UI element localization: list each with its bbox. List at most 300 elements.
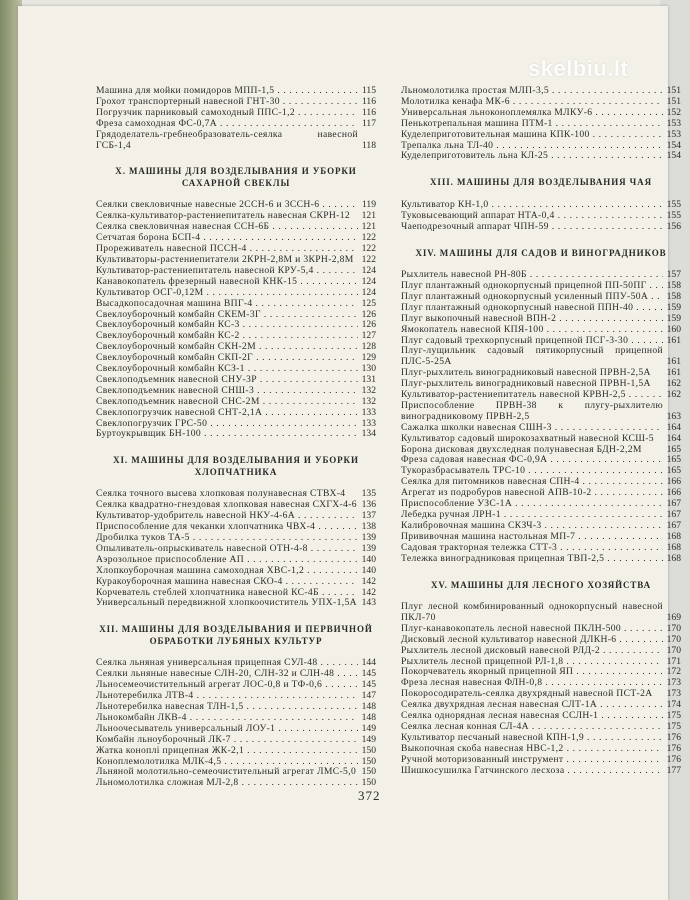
toc-entry-title: Ямокопатель навесной КПЯ-100 . . . [401, 325, 663, 336]
toc-entry-title: Культиватор-растениепитатель навесной КРВН-2,5 . . . [401, 390, 663, 401]
toc-entry-title: Куракоуборочная машина навесная СКО-4 . . . [96, 577, 358, 588]
toc-entry-title: Культиватор садовый широкозахватный навесной КСШ-5 [401, 433, 654, 444]
toc-entry-title: Льномолотилка простая МЛП-3,5 . . . [401, 86, 663, 97]
toc-entry-page: 138 [361, 521, 376, 533]
toc-entry-title: Покорчеватель якорный прицепной ЯП . . . [401, 667, 663, 678]
toc-entry-title: Плуг плантажный однокорпусный навесной ППН-40 . . . [401, 303, 663, 314]
toc-entry-page: 171 [666, 655, 681, 667]
toc-entry-title: Льносемеочистительный агрегат ЛОС-0,8 и ТФ-0,6 . . . [96, 680, 358, 691]
toc-entry-title: Сеялки льняные навесные СЛН-20, СЛН-32 и СЛН-48 . . . [96, 669, 358, 680]
toc-entry [96, 658, 376, 669]
toc-entry-page: 127 [361, 330, 376, 342]
toc-entry-title: Дробилка туков ТА-5 . . . [96, 533, 358, 544]
toc-entry [96, 386, 376, 397]
toc-entry-page: 161 [666, 334, 681, 346]
toc-entry-title: Свеклоподъемник навесной СНШ-3 . . . [96, 386, 358, 397]
toc-entry-page: 161 [666, 356, 681, 368]
toc-entry [96, 255, 376, 266]
toc-entry [96, 680, 376, 691]
toc-entry [96, 577, 376, 588]
toc-entry [96, 533, 376, 544]
toc-entry-page: 173 [666, 677, 681, 689]
toc-entry [96, 320, 376, 331]
toc-entry-page: 154 [666, 150, 681, 162]
toc-entry-page: 167 [666, 519, 681, 531]
toc-entry [96, 522, 376, 533]
section-heading [401, 580, 681, 592]
toc-entry-page: 165 [666, 443, 681, 455]
toc-entry-page: 115 [361, 85, 376, 96]
toc-entry-title: Прореживатель навесной ПССН-4 . . . [96, 244, 358, 255]
toc-entry-title: Сажалка школки навесная СШН-3 . . . [401, 423, 663, 434]
toc-entry [401, 499, 681, 510]
toc-entry-title: Льноочесыватель универсальный ЛОУ-1 . . . [96, 724, 358, 735]
toc-entry-title: Куделеприготовительная машина КПК-100 . . . [401, 130, 663, 141]
toc-entry [401, 346, 681, 368]
toc-entry [401, 624, 681, 635]
toc-entry-page: 164 [666, 432, 681, 444]
toc-entry [401, 368, 681, 379]
toc-entry-page: 161 [666, 367, 681, 379]
toc-entry-title: Плуг-рыхлитель виноградниковый навесной ПРВН-1,5А [401, 379, 651, 390]
toc-entry-page: 149 [361, 733, 376, 745]
toc-entry-page: 132 [361, 395, 376, 407]
toc-entry [401, 466, 681, 477]
toc-entry-title: Сеялка однорядная лесная навесная ССЛН-1 . . . [401, 711, 663, 722]
toc-entry [96, 353, 376, 364]
toc-entry [401, 200, 681, 211]
toc-entry-page: 121 [361, 221, 376, 233]
toc-entry-page: 122 [361, 232, 376, 244]
toc-entry-page: 128 [361, 341, 376, 353]
toc-entry [96, 277, 376, 288]
toc-entry-page: 173 [666, 688, 681, 700]
toc-entry-title: Сеялка лесная конная СЛ-4А . . . [401, 722, 663, 733]
toc-entry [401, 281, 681, 292]
toc-entry [401, 270, 681, 281]
toc-entry [401, 667, 681, 678]
toc-entry [96, 598, 376, 609]
toc-entry-title: Сетчатая борона БСП-4 . . . [96, 233, 358, 244]
toc-entry-title: Пенькотрепальная машина ПТМ-1 . . . [401, 119, 663, 130]
toc-entry-title: Льномолотилка сложная МЛ-2,8 . . . [96, 778, 358, 789]
toc-entry [96, 288, 376, 299]
toc-entry-page: 132 [361, 384, 376, 396]
toc-entry-page: 170 [666, 633, 681, 645]
toc-entry-page: 140 [361, 564, 376, 576]
toc-entry-page: 168 [666, 530, 681, 542]
toc-entry-page: 154 [666, 139, 681, 151]
toc-entry-title: Рыхлитель лесной прицепной РЛ-1,8 . . . [401, 657, 663, 668]
toc-entry-title: Льнотеребилка навесная ТЛН-1,5 . . . [96, 702, 358, 713]
section-heading-line: XIV. МАШИНЫ ДЛЯ САДОВ И ВИНОГРАДНИКОВ [415, 247, 667, 258]
toc-entry-page: 148 [361, 700, 376, 712]
toc-entry [96, 544, 376, 555]
toc-entry-page: 160 [666, 323, 681, 335]
toc-entry-page: 140 [361, 553, 376, 565]
toc-entry [96, 375, 376, 386]
toc-entry [96, 757, 376, 768]
toc-entry-title: Куделеприготовитель льна КЛ-25 . . . [401, 151, 663, 162]
toc-entry-page: 124 [361, 264, 376, 276]
toc-entry-title: Плуг-лущильник садовый пятикорпусный прицепной ПЛС-5-25А [401, 346, 663, 368]
toc-entry-page: 119 [361, 199, 376, 211]
toc-entry-title: Сеялка для питомников навесная СПН-4 . . . [401, 477, 663, 488]
toc-entry-title: Чаеподрезочный аппарат ЧПН-59 . . . [401, 222, 663, 233]
toc-entry-title: Сеялки свекловичные навесные 2ССН-6 и 3ССН-6 . . . [96, 200, 358, 211]
toc-entry [401, 292, 681, 303]
toc-entry [96, 555, 376, 566]
toc-entry-page: 124 [361, 286, 376, 298]
toc-entry-page: 165 [666, 454, 681, 466]
toc-entry-title: Свеклоуборочный комбайн КСЗ-1 . . . [96, 364, 358, 375]
toc-entry-title: Льнокомбайн ЛКВ-4 . . . [96, 713, 358, 724]
toc-entry [96, 408, 376, 419]
toc-entry-page: 153 [666, 128, 681, 140]
toc-entry-page: 172 [666, 666, 681, 678]
toc-entry-title: Свеклоуборочный комбайн КС-2 . . . [96, 331, 358, 342]
toc-entry-page: 122 [361, 243, 376, 255]
toc-entry-title: Буртоукрывщик БН-100 . . . [96, 429, 358, 440]
toc-entry [401, 602, 681, 624]
toc-entry-title: Свеклоподъемник навесной СНС-2М . . . [96, 397, 358, 408]
toc-entry [96, 244, 376, 255]
toc-entry-title: Калибровочная машина СКЗЧ-3 . . . [401, 521, 663, 532]
page-number: 372 [358, 788, 381, 803]
toc-entry-title: Приспособление УЗС-1А . . . [401, 499, 663, 510]
toc-entry [96, 119, 376, 130]
section-heading-line: XI. МАШИНЫ ДЛЯ ВОЗДЕЛЫВАНИЯ И УБОРКИ [113, 455, 359, 466]
toc-entry-page: 153 [666, 117, 681, 129]
toc-entry-title: Покоросодиратель-сеялка двухрядный навесной ПСТ-2А [401, 689, 653, 700]
toc-entry-page: 158 [666, 290, 681, 302]
toc-entry [96, 266, 376, 277]
toc-entry-page: 157 [666, 269, 681, 281]
toc-entry-title: Свеклоуборочный комбайн СКН-2М . . . [96, 342, 358, 353]
toc-entry [96, 713, 376, 724]
toc-entry-page: 150 [361, 744, 376, 756]
toc-entry [96, 222, 376, 233]
toc-entry [401, 445, 681, 456]
toc-entry [96, 108, 376, 119]
toc-entry-page: 145 [361, 668, 376, 680]
toc-entry [96, 746, 376, 757]
toc-entry-page: 149 [361, 722, 376, 734]
toc-entry [401, 455, 681, 466]
toc-entry [96, 511, 376, 522]
toc-entry [96, 489, 376, 500]
section-heading [401, 248, 681, 260]
toc-entry-page: 174 [666, 699, 681, 711]
toc-entry-page: 150 [361, 755, 376, 767]
toc-entry [96, 429, 376, 440]
toc-entry [96, 397, 376, 408]
toc-entry-title: Погрузчик парниковый самоходный ППС-1,2 . . . [96, 108, 358, 119]
toc-entry-page: 163 [666, 410, 681, 422]
watermark: skelbiu.lt [528, 56, 629, 81]
section-heading [96, 624, 376, 647]
toc-entry [401, 646, 681, 657]
toc-entry-title: Лебедка ручная ЛРН-1 . . . [401, 510, 663, 521]
section-heading-line: X. МАШИНЫ ДЛЯ ВОЗДЕЛЫВАНИЯ И УБОРКИ [115, 166, 357, 177]
toc-entry [96, 86, 376, 97]
toc-entry-page: 176 [666, 742, 681, 754]
toc-entry [401, 401, 681, 423]
toc-entry-page: 167 [666, 509, 681, 520]
toc-entry [401, 543, 681, 554]
toc-entry-title: Приспособление ПРВН-38 к плугу-рыхлителю виноградниковому ПРВН-2,5 [401, 400, 663, 422]
toc-entry-title: Льнотеребилка ЛТВ-4 . . . [96, 691, 358, 702]
toc-entry-page: 176 [666, 753, 681, 765]
toc-entry [96, 364, 376, 375]
toc-entry-page: 135 [361, 488, 376, 500]
toc-entry-title: Плуг садовый трехкорпусный прицепной ПСГ-3-30 . . . [401, 336, 663, 347]
toc-entry [401, 211, 681, 222]
toc-entry [401, 700, 681, 711]
toc-entry-page: 168 [666, 541, 681, 553]
toc-entry [401, 510, 681, 521]
section-heading-line: XIII. МАШИНЫ ДЛЯ ВОЗДЕЛЫВАНИЯ ЧАЯ [430, 177, 652, 188]
toc-entry-title: Агрегат из подробуров навесной АПВ-10-2 . . . [401, 488, 663, 499]
toc-entry-page: 116 [361, 106, 376, 118]
toc-entry-page: 167 [666, 498, 681, 510]
toc-entry-page: 158 [666, 279, 681, 291]
toc-entry [401, 477, 681, 488]
toc-entry [401, 521, 681, 532]
toc-entry-title: Грядоделатель-гребнеобразователь-сеялка навесной ГСБ-1,4 [96, 129, 358, 151]
toc-entry-title: Рыхлитель лесной дисковый навесной РЛД-2 . . . [401, 646, 663, 657]
toc-entry-title: Плуг плантажный однокорпусный прицепной ПП-50ПГ . . . [401, 281, 663, 292]
toc-entry-title: Аэрозольное приспособление АП . . . [96, 555, 358, 566]
toc-entry-title: Культиватор песчаный навесной КПН-1,9 . . . [401, 733, 663, 744]
toc-entry-page: 139 [361, 532, 376, 543]
toc-entry [401, 423, 681, 434]
toc-entry-page: 170 [666, 644, 681, 656]
toc-entry [401, 711, 681, 722]
toc-entry-page: 159 [666, 312, 681, 324]
toc-entry-page: 177 [666, 764, 681, 776]
toc-entry-title: Дисковый лесной культиватор навесной ДЛКН-6 . . . [401, 635, 663, 646]
toc-entry-title: Канавокопатель фрезерный навесной КНК-15 . . . [96, 277, 358, 288]
toc-entry-title: Сеялка свекловичная навесная ССН-6Б . . . [96, 222, 358, 233]
toc-entry-title: Комбайн льноуборочный ЛК-7 . . . [96, 735, 358, 746]
toc-entry-page: 170 [666, 622, 681, 634]
toc-entry [96, 588, 376, 599]
toc-entry-title: Корчеватель стеблей хлопчатника навесной КС-4Б . . . [96, 588, 358, 599]
toc-entry-title: Садовая тракторная тележка СТТ-3 . . . [401, 543, 663, 554]
toc-entry [401, 336, 681, 347]
toc-entry [401, 488, 681, 499]
toc-column-right [401, 86, 681, 777]
toc-entry [401, 303, 681, 314]
toc-entry [401, 325, 681, 336]
toc-entry [96, 767, 376, 778]
toc-entry-page: 159 [666, 301, 681, 313]
toc-entry-title: Сеялка льняная универсальная прицепная СУЛ-48 . . . [96, 658, 358, 669]
toc-entry [401, 554, 681, 565]
toc-entry [401, 314, 681, 325]
toc-entry-title: Культиватор ОСГ-0,12М . . . [96, 288, 358, 299]
toc-entry-page: 142 [361, 575, 376, 587]
toc-entry [401, 86, 681, 97]
section-heading-line: ОБРАБОТКИ ЛУБЯНЫХ КУЛЬТУР [149, 635, 323, 646]
toc-entry [401, 130, 681, 141]
toc-entry-title: Универсальная льноконоплемялка МЛКУ-6 . . . [401, 108, 663, 119]
book-page [18, 6, 681, 900]
toc-entry-title: Плуг выкопочный навесной ВПН-2 . . . [401, 314, 663, 325]
toc-entry-title: Трепалка льна ТЛ-40 . . . [401, 141, 663, 152]
toc-entry-title: Свеклопогрузчик ГРС-50 . . . [96, 419, 358, 430]
toc-entry-page: 169 [666, 611, 681, 623]
toc-entry-title: Машина для мойки помидоров МПП-1,5 . . . [96, 86, 358, 97]
toc-entry [401, 722, 681, 733]
toc-entry-page: 144 [361, 657, 376, 669]
toc-entry-title: Жатка коноплi прицепная ЖК-2,1 . . . [96, 746, 358, 757]
toc-entry-title: Культиватор КН-1,0 . . . [401, 200, 663, 211]
toc-entry-page: 126 [361, 319, 376, 331]
toc-entry [401, 390, 681, 401]
toc-entry [96, 669, 376, 680]
toc-entry [96, 310, 376, 321]
toc-entry-page: 125 [361, 297, 376, 309]
toc-entry [96, 97, 376, 108]
section-heading-line: XV. МАШИНЫ ДЛЯ ЛЕСНОГО ХОЗЯЙСТВА [430, 579, 652, 590]
toc-entry [401, 657, 681, 668]
toc-entry [401, 141, 681, 152]
toc-entry-title: Туковысевающий аппарат НТА-0,4 . . . [401, 211, 663, 222]
toc-entry [96, 299, 376, 310]
section-heading [401, 177, 681, 189]
toc-entry [401, 733, 681, 744]
section-heading-line: ХЛОПЧАТНИКА [194, 466, 278, 477]
toc-entry [401, 766, 681, 777]
toc-entry [96, 724, 376, 735]
toc-entry [401, 119, 681, 130]
toc-entry [96, 500, 376, 511]
toc-entry [96, 331, 376, 342]
toc-entry-title: Сеялка-культиватор-растениепитатель навесная СКРН-12 [96, 211, 350, 222]
toc-entry-page: 151 [666, 85, 681, 96]
toc-entry-page: 129 [361, 352, 376, 364]
toc-entry [96, 566, 376, 577]
toc-entry-page: 155 [666, 198, 681, 210]
toc-entry-page: 145 [361, 679, 376, 691]
toc-entry-title: Плуг-рыхлитель виноградниковый навесной ПРВН-2,5А [401, 368, 651, 379]
toc-entry [96, 211, 376, 222]
toc-entry-page: 122 [361, 253, 376, 265]
toc-entry-page: 166 [666, 476, 681, 488]
toc-entry-title: Сеялка точного высева хлопковая полунавесная СТВХ-4 [96, 489, 346, 500]
toc-entry [96, 778, 376, 789]
toc-entry-title: Ручной моторизованный инструмент . . . [401, 755, 663, 766]
toc-entry-title: Шишкосушилка Гатчинского лесхоза . . . [401, 766, 663, 777]
toc-entry [96, 342, 376, 353]
toc-entry-title: Свеклоуборочный комбайн СКП-2Г . . . [96, 353, 358, 364]
toc-entry-title: Молотилка кенафа МК-6 . . . [401, 97, 663, 108]
toc-entry [401, 97, 681, 108]
toc-entry [401, 635, 681, 646]
toc-entry-title: Фреза самоходная ФС-0,7А . . . [96, 119, 358, 130]
toc-entry-page: 168 [666, 552, 681, 564]
toc-entry [96, 419, 376, 430]
toc-entry-title: Культиватор-растениепитатель навесной КРУ-5,4 . . . [96, 266, 358, 277]
toc-entry-title: Свеклоуборочный комбайн СКЕМ-3Г . . . [96, 310, 358, 321]
toc-entry-page: 175 [666, 721, 681, 732]
toc-entry-title: Плуг лесной комбинированный однокорпусный навесной ПКЛ-70 [401, 602, 663, 623]
toc-entry-title: Выкопочная скоба навесная НВС-1,2 . . . [401, 744, 663, 755]
toc-entry-page: 156 [666, 220, 681, 232]
toc-entry-title: Приспособление для чеканки хлопчатника ЧВХ-4 . . . [96, 522, 358, 533]
toc-entry-page: 155 [666, 209, 681, 221]
toc-entry-title: Тележка виноградниковая прицепная ТВП-2,5 . . . [401, 554, 663, 565]
toc-entry-page: 124 [361, 275, 376, 287]
toc-entry-page: 176 [666, 731, 681, 743]
toc-entry-page: 175 [666, 710, 681, 722]
toc-entry-page: 164 [666, 421, 681, 433]
toc-entry [401, 151, 681, 162]
toc-entry-title: Опыливатель-опрыскиватель навесной ОТН-4-8 . . . [96, 544, 358, 555]
toc-entry [401, 108, 681, 119]
toc-entry-title: Фреза лесная навесная ФЛН-0,8 . . . [401, 678, 663, 689]
toc-entry-title: Коноплемолотилка МЛК-4,5 . . . [96, 757, 358, 768]
toc-entry-page: 117 [361, 117, 376, 129]
toc-entry-page: 151 [666, 95, 681, 107]
toc-entry [401, 532, 681, 543]
toc-entry-page: 139 [361, 542, 376, 554]
toc-entry-page: 148 [361, 711, 376, 723]
toc-entry-page: 162 [666, 378, 681, 390]
toc-entry-page: 152 [666, 106, 681, 118]
toc-entry-page: 118 [361, 139, 376, 151]
toc-entry [401, 222, 681, 233]
toc-entry-title: Универсальный передвижной хлопкоочиститель УПХ-1,5А [96, 598, 357, 609]
toc-entry-title: Тукоразбрасыватель ТРС-10 . . . [401, 466, 663, 477]
toc-entry-title: Сеялка квадратно-гнездовая хлопковая навесная СХГХ-4-6 [96, 500, 357, 511]
toc-column-left [96, 86, 376, 789]
toc-entry-page: 126 [361, 308, 376, 320]
toc-entry-page: 147 [361, 690, 376, 702]
toc-entry-title: Плуг плантажный однокорпусный усиленный ППУ-50А . . . [401, 292, 663, 303]
toc-entry-page: 121 [361, 210, 376, 222]
toc-entry-page: 131 [361, 373, 376, 385]
toc-entry-page: 142 [361, 586, 376, 598]
toc-entry [96, 691, 376, 702]
toc-entry-title: Плуг-канавокопатель лесной навесной ПКЛН-500 . . . [401, 624, 663, 635]
toc-entry-page: 166 [666, 487, 681, 499]
toc-entry [401, 678, 681, 689]
toc-entry-title: Культиваторы-растениепитатели 2КРН-2,8М и 3КРН-2,8М [96, 254, 354, 265]
toc-entry-page: 165 [666, 465, 681, 477]
section-heading-line: XII. МАШИНЫ ДЛЯ ВОЗДЕЛЫВАНИЯ И ПЕРВИЧНОЙ [99, 624, 373, 635]
toc-entry-title: Рыхлитель навесной РН-80Б . . . [401, 270, 663, 281]
toc-entry-title: Грохот транспортерный навесной ГНТ-30 . . . [96, 97, 358, 108]
toc-entry-page: 133 [361, 417, 376, 429]
toc-entry [96, 200, 376, 211]
section-heading [96, 455, 376, 478]
toc-entry-page: 150 [361, 777, 376, 789]
section-heading-line: САХАРНОЙ СВЕКЛЫ [181, 177, 291, 188]
section-heading [96, 166, 376, 189]
toc-entry [96, 735, 376, 746]
toc-entry-page: 116 [361, 95, 376, 107]
toc-entry-page: 162 [666, 389, 681, 401]
toc-entry-title: Свеклопогрузчик навесной СНТ-2,1А . . . [96, 408, 358, 419]
toc-entry [96, 233, 376, 244]
toc-entry-page: 150 [361, 766, 376, 778]
toc-entry-title: Борона дисковая двухследная полунавесная БДН-2,2М [401, 444, 642, 455]
toc-entry-title: Высадкопосадочная машина ВПГ-4 . . . [96, 299, 358, 310]
toc-entry-title: Прививочная машина настольная МП-7 . . . [401, 532, 663, 543]
